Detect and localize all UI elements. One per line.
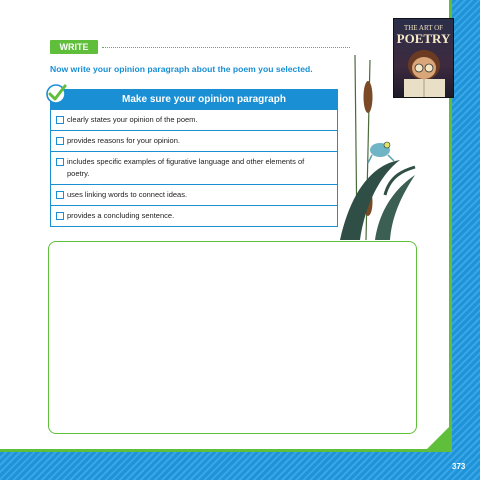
checklist-item — [51, 205, 337, 226]
checkbox[interactable] — [56, 158, 64, 166]
checklist-item-text: includes specific examples of figurative language and other elements of poetry. — [67, 157, 305, 178]
checkbox[interactable] — [56, 212, 64, 220]
checklist-item — [51, 130, 337, 151]
checklist-item-text: provides a concluding sentence. — [67, 211, 175, 220]
reader-figure-illustration — [394, 43, 454, 98]
checklist-box — [50, 89, 338, 227]
checkbox[interactable] — [56, 191, 64, 199]
instruction-text: Now write your opinion paragraph about the poem you selected. — [50, 64, 313, 74]
book-title-top: THE ART OF — [403, 24, 444, 32]
checklist-item-text: provides reasons for your opinion. — [67, 136, 180, 145]
dotted-divider — [102, 47, 350, 48]
checklist-item-text: clearly states your opinion of the poem. — [67, 115, 198, 124]
checklist-item — [51, 109, 337, 130]
page-number: 373 — [452, 462, 466, 471]
checklist-header: Make sure your opinion paragraph — [51, 90, 337, 109]
checkbox[interactable] — [56, 116, 64, 124]
checkmark-icon — [45, 83, 67, 105]
writing-area[interactable] — [48, 241, 417, 434]
book-cover-image — [393, 18, 454, 98]
write-tag: WRITE — [50, 40, 98, 54]
checklist-item — [51, 184, 337, 205]
checkbox[interactable] — [56, 137, 64, 145]
book-title-main: POETRY — [396, 31, 451, 46]
checklist-item — [51, 151, 337, 184]
checklist-item-text: uses linking words to connect ideas. — [67, 190, 188, 199]
